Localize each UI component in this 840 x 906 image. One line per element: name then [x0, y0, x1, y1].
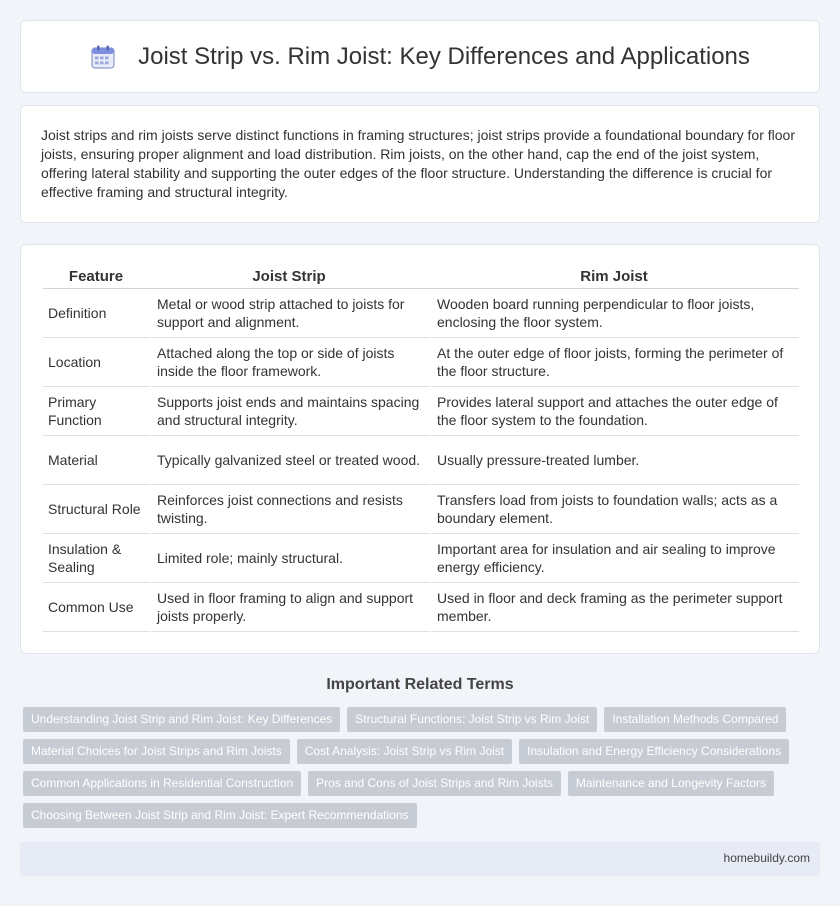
feature-cell: Common Use	[43, 583, 149, 632]
calendar-icon	[90, 44, 116, 70]
column-header-joist-strip: Joist Strip	[149, 265, 429, 289]
rim-joist-cell: Usually pressure-treated lumber.	[429, 436, 799, 485]
joist-strip-cell: Reinforces joist connections and resists twisting.	[149, 485, 429, 534]
table-header-row	[43, 265, 799, 289]
related-terms-list	[23, 707, 823, 835]
intro-card	[20, 105, 820, 223]
related-term-tag[interactable]: Cost Analysis: Joist Strip vs Rim Joist	[297, 739, 512, 764]
page-title: Joist Strip vs. Rim Joist: Key Differences and Applications	[138, 42, 750, 70]
related-terms-heading: Important Related Terms	[326, 676, 514, 693]
rim-joist-cell: Transfers load from joists to foundation walls; acts as a boundary element.	[429, 485, 799, 534]
related-term-tag[interactable]: Understanding Joist Strip and Rim Joist: Key Differences	[23, 707, 340, 732]
related-term-tag[interactable]: Pros and Cons of Joist Strips and Rim Joists	[308, 771, 561, 796]
footer	[20, 842, 820, 876]
rim-joist-cell: Wooden board running perpendicular to floor joists, enclosing the floor system.	[429, 289, 799, 338]
intro-paragraph: Joist strips and rim joists serve distinct functions in framing structures; joist strips provide a foundational boundary for floor joists, ensuring proper alignment and load distribution. Rim joists, on the other hand, cap the end of the joist system, offering lateral stability and supporting the outer edges of the floor structure. Understanding the difference is crucial for effective framing and structural integrity.	[41, 127, 795, 200]
joist-strip-cell: Supports joist ends and maintains spacing and structural integrity.	[149, 387, 429, 436]
feature-cell: Material	[43, 436, 149, 485]
table-row	[43, 436, 799, 485]
table-row	[43, 485, 799, 534]
comparison-table-card	[20, 244, 820, 654]
table-row	[43, 534, 799, 583]
related-term-tag[interactable]: Insulation and Energy Efficiency Considerations	[519, 739, 789, 764]
related-term-tag[interactable]: Structural Functions: Joist Strip vs Rim Joist	[347, 707, 597, 732]
related-term-tag[interactable]: Maintenance and Longevity Factors	[568, 771, 774, 796]
joist-strip-cell: Metal or wood strip attached to joists for support and alignment.	[149, 289, 429, 338]
table-row	[43, 387, 799, 436]
related-term-tag[interactable]: Installation Methods Compared	[604, 707, 786, 732]
related-term-tag[interactable]: Material Choices for Joist Strips and Rim Joists	[23, 739, 290, 764]
joist-strip-cell: Typically galvanized steel or treated wood.	[149, 436, 429, 485]
column-header-rim-joist: Rim Joist	[429, 265, 799, 289]
related-term-tag[interactable]: Choosing Between Joist Strip and Rim Joist: Expert Recommendations	[23, 803, 417, 828]
table-row	[43, 338, 799, 387]
column-header-feature: Feature	[43, 265, 149, 289]
joist-strip-cell: Limited role; mainly structural.	[149, 534, 429, 583]
related-term-tag[interactable]: Common Applications in Residential Construction	[23, 771, 301, 796]
feature-cell: Definition	[43, 289, 149, 338]
header-card	[20, 20, 820, 93]
feature-cell: Structural Role	[43, 485, 149, 534]
rim-joist-cell: Important area for insulation and air sealing to improve energy efficiency.	[429, 534, 799, 583]
table-row	[43, 289, 799, 338]
comparison-table	[43, 265, 799, 632]
feature-cell: Primary Function	[43, 387, 149, 436]
joist-strip-cell: Used in floor framing to align and support joists properly.	[149, 583, 429, 632]
feature-cell: Insulation & Sealing	[43, 534, 149, 583]
feature-cell: Location	[43, 338, 149, 387]
title-wrap	[90, 43, 750, 71]
rim-joist-cell: Used in floor and deck framing as the perimeter support member.	[429, 583, 799, 632]
rim-joist-cell: At the outer edge of floor joists, forming the perimeter of the floor structure.	[429, 338, 799, 387]
table-row	[43, 583, 799, 632]
footer-site-link[interactable]: homebuildy.com	[723, 851, 810, 865]
joist-strip-cell: Attached along the top or side of joists inside the floor framework.	[149, 338, 429, 387]
rim-joist-cell: Provides lateral support and attaches the outer edge of the floor system to the foundation.	[429, 387, 799, 436]
